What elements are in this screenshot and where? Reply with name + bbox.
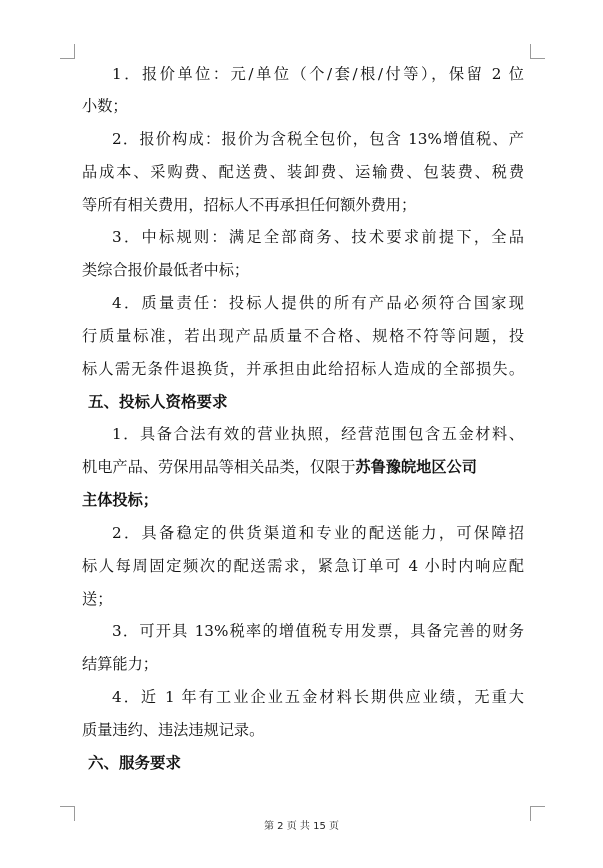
quote-composition-item: 2．报价构成：报价为含税全包价，包含 13%增值税、产 xyxy=(112,130,524,148)
award-rule-cont: 类综合报价最低者中标； xyxy=(82,261,250,279)
margin-corner-top-left xyxy=(60,44,75,59)
qualification-item-2: 2．具备稳定的供货渠道和专业的配送能力，可保障招 xyxy=(112,524,524,542)
page-number-footer: 第 2 页 共 15 页 xyxy=(264,821,339,832)
qualification-item-3-cont: 结算能力； xyxy=(82,655,158,673)
qualification-item-1-bold-end: 主体投标； xyxy=(82,491,158,509)
award-rule-item: 3．中标规则：满足全部商务、技术要求前提下，全品 xyxy=(112,228,524,246)
qualification-item-1-cont xyxy=(82,457,477,477)
qualification-item-1: 1．具备合法有效的营业执照，经营范围包含五金材料、 xyxy=(112,425,524,443)
margin-corner-top-right xyxy=(530,44,545,59)
quote-unit-item-cont: 小数； xyxy=(82,97,128,115)
quote-composition-cont-2: 等所有相关费用，招标人不再承担任何额外费用； xyxy=(82,196,417,214)
quality-liability-cont-1: 行质量标准，若出现产品质量不合格、规格不符等问题，投 xyxy=(82,327,524,345)
section-heading-qualifications: 五、投标人资格要求 xyxy=(88,393,228,411)
quality-liability-item: 4．质量责任：投标人提供的所有产品必须符合国家现 xyxy=(112,294,524,312)
qualification-item-4-cont: 质量违约、违法违规记录。 xyxy=(82,721,265,739)
quality-liability-cont-2: 标人需无条件退换货，并承担由此给招标人造成的全部损失。 xyxy=(82,360,524,378)
qualification-item-2-cont-2: 送； xyxy=(82,590,113,608)
region-restriction-bold: 苏鲁豫皖地区公司 xyxy=(355,458,477,476)
qualification-item-4: 4．近 1 年有工业企业五金材料长期供应业绩，无重大 xyxy=(112,688,524,706)
qualification-item-1-text: 机电产品、劳保用品等相关品类，仅限于 xyxy=(82,458,356,476)
qualification-item-2-cont-1: 标人每周固定频次的配送需求，紧急订单可 4 小时内响应配 xyxy=(82,557,524,575)
quote-unit-item: 1．报价单位：元/单位（个/套/根/付等），保留 2 位 xyxy=(112,65,524,83)
section-heading-service: 六、服务要求 xyxy=(88,754,182,772)
quote-composition-cont-1: 品成本、采购费、配送费、装卸费、运输费、包装费、税费 xyxy=(82,163,524,181)
qualification-item-3: 3．可开具 13%税率的增值税专用发票，具备完善的财务 xyxy=(112,622,524,640)
